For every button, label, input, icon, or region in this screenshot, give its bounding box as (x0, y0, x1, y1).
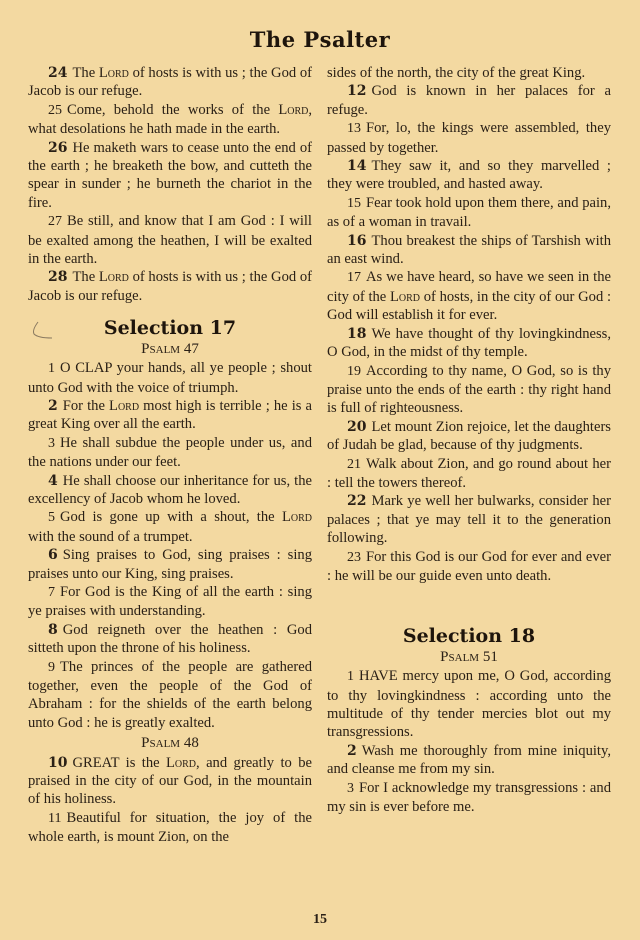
verse (327, 667, 611, 742)
verse-text: GREAT is the (72, 754, 166, 771)
verse (327, 492, 611, 547)
verse-number: 12 (347, 83, 367, 100)
verse-number: 20 (347, 418, 367, 435)
verse-text: God is gone up with a shout, the (60, 509, 282, 526)
verse-number: 3 (48, 435, 55, 451)
verse-number: 1 (347, 669, 354, 685)
psalm-heading: Psalm 48 (141, 735, 199, 752)
verse-text: Beautiful for situation, the joy of the whole earth, is mount Zion, on the (28, 809, 312, 846)
verse-number: 28 (48, 269, 68, 286)
verse-text: HAVE mercy upon me, O God, according to thy lovingkindness : according unto the multitude of thy tender mercies blot out my transgressions. (327, 668, 611, 741)
verse-number: 5 (48, 510, 55, 526)
verse-text: Be still, and know that I am God : I will be exalted among the heathen, I will be exalted in the earth. (28, 213, 312, 268)
verse-number: 11 (48, 810, 62, 826)
verse (28, 101, 312, 139)
verse (28, 809, 312, 847)
verse-text: We have thought of thy lovingkindness, O God, in the midst of thy temple. (327, 325, 611, 361)
verse-text: The princes of the people are gathered together, even the people of the God of Abraham : for the shields of the earth belong unto God : he is greatly exalted. (28, 658, 312, 731)
verse-number: 4 (48, 472, 58, 489)
verse-text: Mark ye well her bulwarks, consider her palaces ; that ye may tell it to the generation following. (327, 493, 611, 547)
verse-number: 13 (347, 121, 361, 137)
verse-number: 23 (347, 549, 361, 565)
verse-text: For I acknowledge my transgressions : and my sin is ever before me. (327, 779, 611, 816)
verse (28, 359, 312, 397)
verse (327, 779, 611, 817)
right-column (327, 64, 611, 816)
verse-text: with the sound of a trumpet. (28, 528, 193, 545)
verse-text: Come, behold the works of the (67, 101, 279, 118)
verse-text: of hosts, in the city of our God : God will establish it for ever. (327, 288, 611, 324)
verse (327, 268, 611, 324)
verse (28, 754, 312, 809)
verse (28, 621, 312, 658)
verse-number: 27 (48, 214, 62, 230)
verse-number: 2 (347, 742, 357, 759)
verse-number: 18 (347, 325, 367, 342)
verse-group (327, 667, 611, 816)
lord-small-caps: Lord (389, 288, 421, 305)
verse-number: 7 (48, 584, 55, 600)
verse-text: God reigneth over the heathen : God sitteth upon the throne of his holiness. (28, 621, 312, 657)
verse (327, 325, 611, 362)
verse-text: The (72, 269, 99, 286)
verse (327, 742, 611, 779)
verse-text: God is known in her palaces for a refuge. (327, 83, 611, 118)
verse-number: 6 (48, 547, 58, 564)
verse-number: 26 (48, 139, 68, 156)
verse-number: 25 (48, 102, 62, 118)
verse-text: of hosts is with us ; the God of Jacob is our refuge. (28, 269, 312, 304)
left-column (28, 64, 312, 847)
verse (28, 434, 312, 472)
verse-text: Thou breakest the ships of Tarshish with an east wind. (327, 232, 611, 268)
verse-number: 21 (347, 456, 361, 472)
verse (327, 455, 611, 493)
verse (327, 119, 611, 157)
verse (28, 64, 312, 101)
selection-heading: Selection 17 (103, 317, 237, 340)
verse-text: most high is terrible ; he is a great King over all the earth. (28, 397, 312, 433)
verse-text: Walk about Zion, and go round about her : tell the towers thereof. (327, 455, 611, 491)
verse-number: 2 (48, 397, 58, 414)
verse (28, 268, 312, 305)
verse-text: He maketh wars to cease unto the end of the earth ; he breaketh the bow, and cutteth the spear in sunder ; he burneth the chariot in the fire. (28, 139, 312, 211)
lord-small-caps: Lord (98, 65, 129, 81)
verse-group (28, 64, 312, 305)
verse-continuation: sides of the north, the city of the great King. (327, 65, 586, 81)
verse-text: Wash me thoroughly from mine iniquity, and cleanse me from my sin. (327, 742, 611, 778)
verse-text: , and greatly to be praised in the city of our God, in the mountain of his holiness. (28, 754, 312, 808)
verse-text: Sing praises to God, sing praises : sing praises unto our King, sing praises. (28, 547, 312, 582)
selection-heading: Selection 18 (402, 625, 536, 648)
verse-number: 8 (48, 621, 58, 638)
lord-small-caps: Lord (281, 509, 312, 526)
lord-small-caps: Lord (109, 397, 140, 414)
verse (327, 157, 611, 194)
verse (327, 82, 611, 119)
lord-small-caps: Lord (166, 754, 197, 771)
verse (28, 546, 312, 583)
verse-number: 16 (347, 232, 367, 249)
verse-text: According to thy name, O God, so is thy praise unto the ends of the earth : thy right hand is full of righteousness. (327, 362, 611, 417)
page-title: The Psalter (249, 27, 391, 52)
verse (327, 418, 611, 455)
verse-text: O CLAP your hands, all ye people ; shout unto God with the voice of triumph. (28, 360, 312, 396)
verse-number: 1 (48, 361, 55, 377)
verse-number: 10 (48, 754, 68, 771)
verse-number: 14 (347, 158, 367, 175)
verse-text: They saw it, and so they marvelled ; they were troubled, and hasted away. (327, 158, 611, 193)
verse-text: As we have heard, so have we seen in the city of the (327, 269, 611, 305)
verse (327, 232, 611, 269)
page-number: 15 (313, 912, 327, 927)
verse (327, 194, 611, 232)
verse (28, 397, 312, 434)
verse (28, 508, 312, 546)
verse-text: Fear took hold upon them there, and pain, as of a woman in travail. (327, 194, 611, 231)
verse-group (28, 754, 312, 847)
verse-number: 9 (48, 659, 55, 675)
verse-number: 19 (347, 363, 361, 379)
verse-number: 15 (347, 195, 361, 211)
verse-number: 17 (347, 270, 361, 286)
verse-text: For this God is our God for ever and ever : he will be our guide even unto death. (327, 548, 611, 584)
lord-small-caps: Lord (98, 269, 129, 286)
verse-text: For the (62, 397, 110, 414)
verse-text: The (72, 65, 99, 81)
verse (28, 139, 312, 213)
verse (28, 212, 312, 268)
verse (28, 472, 312, 509)
verse-text: He shall choose our inheritance for us, the excellency of Jacob whom he loved. (28, 472, 312, 507)
verse-text: , what desolations he hath made in the earth. (28, 101, 312, 138)
verse-number: 24 (48, 65, 68, 81)
psalm-heading: Psalm 51 (440, 648, 498, 665)
verse-text: He shall subdue the people under us, and the nations under our feet. (28, 434, 312, 471)
verse-number: 22 (347, 493, 367, 510)
psalm-heading: Psalm 47 (141, 340, 199, 357)
verse-text: Let mount Zion rejoice, let the daughters of Judah be glad, because of thy judgments. (327, 418, 611, 454)
verse-text: For God is the King of all the earth : sing ye praises with understanding. (28, 583, 312, 620)
verse (28, 658, 312, 733)
lord-small-caps: Lord (278, 101, 309, 118)
verse-group (28, 359, 312, 732)
verse-number: 3 (347, 780, 354, 796)
verse-group (327, 82, 611, 585)
verse-text: For, lo, the kings were assembled, they passed by together. (327, 120, 611, 156)
verse-text: of hosts is with us ; the God of Jacob is our refuge. (28, 65, 312, 100)
verse (327, 548, 611, 586)
verse (28, 583, 312, 621)
verse (327, 362, 611, 418)
